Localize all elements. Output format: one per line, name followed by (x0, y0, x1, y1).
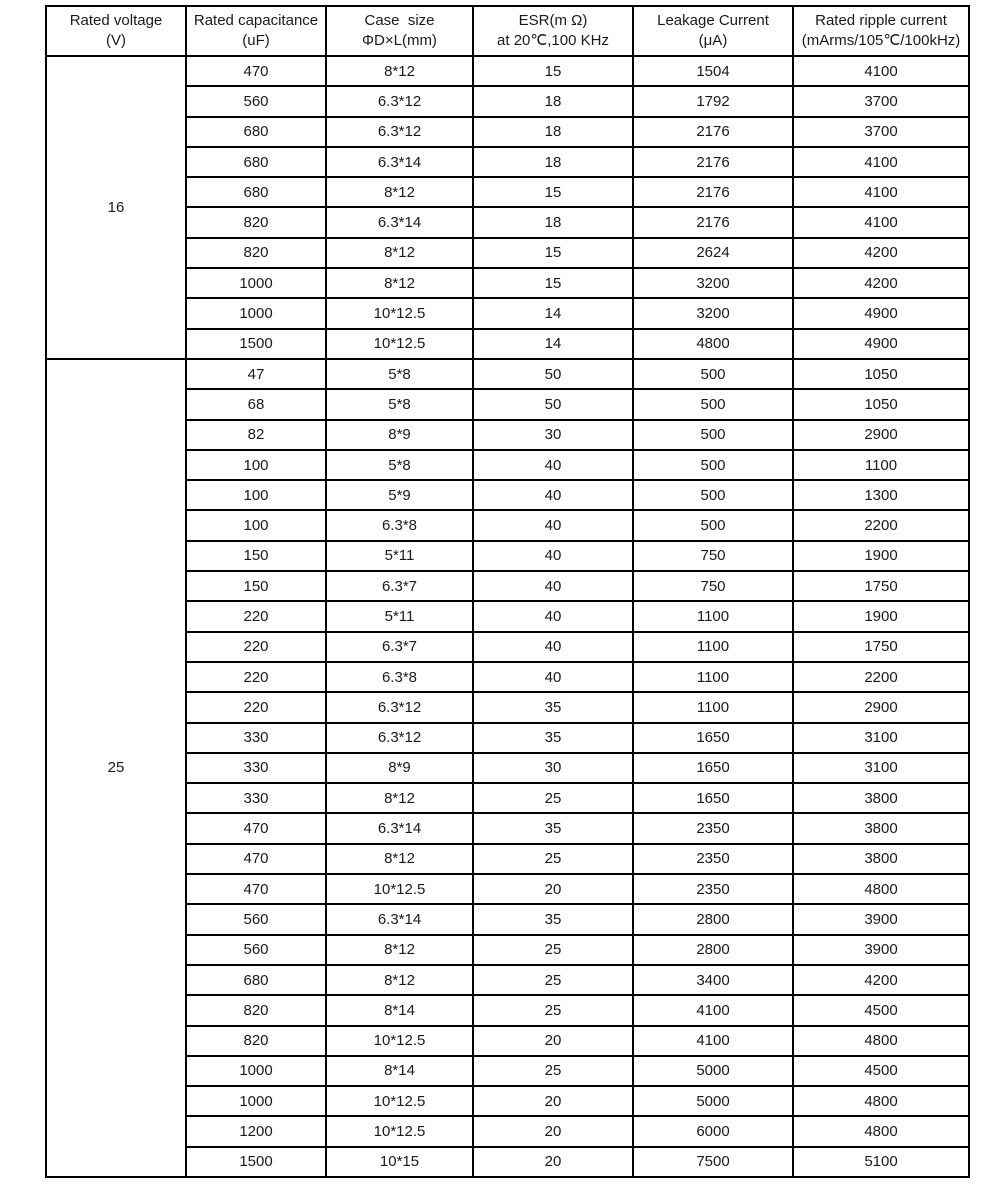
table-cell: 40 (473, 541, 633, 571)
table-cell: 40 (473, 510, 633, 540)
table-cell: 3800 (793, 783, 969, 813)
table-cell: 14 (473, 329, 633, 359)
table-cell: 5*8 (326, 359, 473, 389)
table-cell: 30 (473, 420, 633, 450)
table-cell: 1000 (186, 1056, 326, 1086)
table-cell: 6000 (633, 1116, 793, 1146)
table-cell: 4800 (793, 1086, 969, 1116)
table-cell: 8*9 (326, 753, 473, 783)
table-cell: 40 (473, 571, 633, 601)
voltage-group-cell: 25 (46, 359, 186, 1177)
table-cell: 330 (186, 783, 326, 813)
table-cell: 8*12 (326, 238, 473, 268)
table-body (46, 56, 969, 1177)
table-cell: 18 (473, 117, 633, 147)
table-cell: 750 (633, 541, 793, 571)
header-line: ΦD×L(mm) (362, 32, 437, 49)
table-cell: 40 (473, 662, 633, 692)
table-row (46, 359, 969, 389)
table-cell: 5*9 (326, 480, 473, 510)
table-cell: 2200 (793, 510, 969, 540)
table-cell: 15 (473, 268, 633, 298)
table-cell: 35 (473, 904, 633, 934)
table-cell: 10*12.5 (326, 874, 473, 904)
table-cell: 1900 (793, 601, 969, 631)
table-cell: 820 (186, 1026, 326, 1056)
header-line: Rated capacitance (193, 11, 319, 29)
table-cell: 47 (186, 359, 326, 389)
table-cell: 100 (186, 510, 326, 540)
table-cell: 15 (473, 56, 633, 86)
header-line: Leakage Current (657, 11, 769, 29)
table-cell: 820 (186, 238, 326, 268)
table-header (46, 6, 969, 56)
voltage-group-cell: 16 (46, 56, 186, 359)
table-cell: 1650 (633, 783, 793, 813)
table-cell: 1792 (633, 86, 793, 116)
table-cell: 18 (473, 207, 633, 237)
col-header-rated-voltage (46, 6, 186, 56)
table-cell: 4100 (793, 56, 969, 86)
table-cell: 8*12 (326, 56, 473, 86)
table-cell: 5*11 (326, 541, 473, 571)
table-cell: 5*8 (326, 450, 473, 480)
table-cell: 500 (633, 480, 793, 510)
table-cell: 220 (186, 662, 326, 692)
table-cell: 6.3*7 (326, 632, 473, 662)
header-line: Rated voltage (69, 11, 163, 29)
table-cell: 4100 (633, 995, 793, 1025)
table-cell: 2800 (633, 904, 793, 934)
table-cell: 1050 (793, 389, 969, 419)
table-cell: 6.3*12 (326, 86, 473, 116)
col-header-rated-ripple-current (793, 6, 969, 56)
table-cell: 3100 (793, 753, 969, 783)
header-line: (uF) (242, 32, 270, 49)
table-cell: 18 (473, 147, 633, 177)
table-cell: 3900 (793, 904, 969, 934)
table-cell: 3700 (793, 117, 969, 147)
table-cell: 500 (633, 420, 793, 450)
table-cell: 1200 (186, 1116, 326, 1146)
table-cell: 2176 (633, 117, 793, 147)
table-cell: 20 (473, 874, 633, 904)
table-cell: 8*9 (326, 420, 473, 450)
table-cell: 500 (633, 450, 793, 480)
table-cell: 20 (473, 1026, 633, 1056)
table-cell: 470 (186, 56, 326, 86)
table-cell: 1650 (633, 753, 793, 783)
table-cell: 2176 (633, 207, 793, 237)
header-line: (μA) (698, 32, 728, 49)
table-cell: 35 (473, 723, 633, 753)
table-cell: 2176 (633, 147, 793, 177)
table-cell: 2900 (793, 692, 969, 722)
table-cell: 4100 (793, 207, 969, 237)
table-cell: 220 (186, 601, 326, 631)
table-cell: 6.3*8 (326, 510, 473, 540)
table-cell: 8*12 (326, 935, 473, 965)
table-cell: 14 (473, 298, 633, 328)
table-cell: 3200 (633, 298, 793, 328)
table-cell: 330 (186, 753, 326, 783)
table-cell: 25 (473, 995, 633, 1025)
table-cell: 820 (186, 207, 326, 237)
table-cell: 3800 (793, 813, 969, 843)
table-cell: 2176 (633, 177, 793, 207)
table-cell: 8*12 (326, 965, 473, 995)
header-line: Rated ripple current (815, 11, 947, 29)
table-cell: 40 (473, 601, 633, 631)
table-cell: 10*12.5 (326, 1116, 473, 1146)
table-cell: 40 (473, 480, 633, 510)
table-cell: 1500 (186, 329, 326, 359)
table-cell: 4900 (793, 329, 969, 359)
table-cell: 150 (186, 541, 326, 571)
table-cell: 8*14 (326, 995, 473, 1025)
table-cell: 560 (186, 904, 326, 934)
col-header-esr (473, 6, 633, 56)
table-cell: 1050 (793, 359, 969, 389)
table-cell: 1504 (633, 56, 793, 86)
table-cell: 10*12.5 (326, 1026, 473, 1056)
table-cell: 2350 (633, 874, 793, 904)
table-cell: 150 (186, 571, 326, 601)
table-cell: 6.3*12 (326, 692, 473, 722)
table-cell: 4100 (793, 177, 969, 207)
table-cell: 680 (186, 117, 326, 147)
table-cell: 470 (186, 813, 326, 843)
table-cell: 5*11 (326, 601, 473, 631)
table-cell: 1750 (793, 632, 969, 662)
table-row (46, 56, 969, 86)
table-cell: 220 (186, 632, 326, 662)
table-cell: 8*12 (326, 783, 473, 813)
table-cell: 20 (473, 1086, 633, 1116)
table-cell: 220 (186, 692, 326, 722)
table-cell: 25 (473, 965, 633, 995)
table-cell: 470 (186, 844, 326, 874)
table-cell: 30 (473, 753, 633, 783)
table-cell: 820 (186, 995, 326, 1025)
header-line: (V) (106, 32, 126, 49)
table-cell: 3900 (793, 935, 969, 965)
table-cell: 1900 (793, 541, 969, 571)
table-cell: 15 (473, 238, 633, 268)
table-cell: 3700 (793, 86, 969, 116)
table-cell: 1500 (186, 1147, 326, 1177)
table-cell: 50 (473, 389, 633, 419)
table-cell: 5000 (633, 1056, 793, 1086)
table-cell: 2350 (633, 844, 793, 874)
table-cell: 100 (186, 480, 326, 510)
table-cell: 4500 (793, 1056, 969, 1086)
table-cell: 4800 (793, 1116, 969, 1146)
table-cell: 8*12 (326, 177, 473, 207)
table-cell: 10*12.5 (326, 1086, 473, 1116)
header-line: (mArms/105℃/100kHz) (801, 32, 961, 49)
table-cell: 470 (186, 874, 326, 904)
table-cell: 10*12.5 (326, 329, 473, 359)
table-cell: 1000 (186, 268, 326, 298)
table-cell: 6.3*14 (326, 147, 473, 177)
col-header-leakage-current (633, 6, 793, 56)
table-cell: 1000 (186, 298, 326, 328)
table-cell: 50 (473, 359, 633, 389)
table-cell: 6.3*14 (326, 207, 473, 237)
col-header-rated-capacitance (186, 6, 326, 56)
table-cell: 560 (186, 935, 326, 965)
table-cell: 25 (473, 844, 633, 874)
table-cell: 20 (473, 1147, 633, 1177)
table-cell: 1300 (793, 480, 969, 510)
table-cell: 1100 (633, 601, 793, 631)
table-cell: 5*8 (326, 389, 473, 419)
table-cell: 25 (473, 1056, 633, 1086)
table-cell: 40 (473, 450, 633, 480)
table-cell: 68 (186, 389, 326, 419)
table-cell: 4200 (793, 268, 969, 298)
table-cell: 10*15 (326, 1147, 473, 1177)
table-cell: 1100 (793, 450, 969, 480)
table-cell: 25 (473, 783, 633, 813)
table-cell: 10*12.5 (326, 298, 473, 328)
table-cell: 6.3*7 (326, 571, 473, 601)
table-cell: 6.3*14 (326, 813, 473, 843)
header-line: Case size (364, 11, 435, 29)
col-header-case-size (326, 6, 473, 56)
table-cell: 82 (186, 420, 326, 450)
table-cell: 6.3*14 (326, 904, 473, 934)
table-cell: 35 (473, 692, 633, 722)
table-cell: 8*12 (326, 268, 473, 298)
header-line: at 20℃,100 KHz (497, 32, 609, 49)
table-cell: 560 (186, 86, 326, 116)
table-cell: 4900 (793, 298, 969, 328)
header-row (46, 6, 969, 56)
table-cell: 750 (633, 571, 793, 601)
table-cell: 40 (473, 632, 633, 662)
table-cell: 6.3*8 (326, 662, 473, 692)
table-cell: 8*14 (326, 1056, 473, 1086)
table-cell: 3200 (633, 268, 793, 298)
table-cell: 18 (473, 86, 633, 116)
table-cell: 2350 (633, 813, 793, 843)
table-cell: 2200 (793, 662, 969, 692)
table-cell: 4100 (633, 1026, 793, 1056)
table-cell: 1750 (793, 571, 969, 601)
table-cell: 3100 (793, 723, 969, 753)
table-cell: 6.3*12 (326, 723, 473, 753)
table-cell: 1100 (633, 632, 793, 662)
table-cell: 1650 (633, 723, 793, 753)
table-cell: 4200 (793, 965, 969, 995)
table-cell: 4800 (633, 329, 793, 359)
table-cell: 35 (473, 813, 633, 843)
table-cell: 500 (633, 389, 793, 419)
table-cell: 15 (473, 177, 633, 207)
table-cell: 680 (186, 965, 326, 995)
capacitor-spec-table (45, 5, 970, 1178)
table-cell: 680 (186, 147, 326, 177)
table-cell: 1100 (633, 692, 793, 722)
table-cell: 500 (633, 359, 793, 389)
table-cell: 100 (186, 450, 326, 480)
table-cell: 1100 (633, 662, 793, 692)
header-line: ESR(m Ω) (518, 11, 588, 29)
table-cell: 1000 (186, 1086, 326, 1116)
table-cell: 2800 (633, 935, 793, 965)
table-cell: 500 (633, 510, 793, 540)
table-cell: 330 (186, 723, 326, 753)
table-cell: 5000 (633, 1086, 793, 1116)
table-cell: 3800 (793, 844, 969, 874)
table-cell: 20 (473, 1116, 633, 1146)
table-cell: 8*12 (326, 844, 473, 874)
table-cell: 3400 (633, 965, 793, 995)
table-cell: 7500 (633, 1147, 793, 1177)
table-cell: 25 (473, 935, 633, 965)
table-cell: 4800 (793, 874, 969, 904)
table-cell: 4100 (793, 147, 969, 177)
table-cell: 4800 (793, 1026, 969, 1056)
table-cell: 680 (186, 177, 326, 207)
table-cell: 4200 (793, 238, 969, 268)
table-cell: 4500 (793, 995, 969, 1025)
table-cell: 6.3*12 (326, 117, 473, 147)
table-cell: 5100 (793, 1147, 969, 1177)
table-cell: 2900 (793, 420, 969, 450)
table-cell: 2624 (633, 238, 793, 268)
